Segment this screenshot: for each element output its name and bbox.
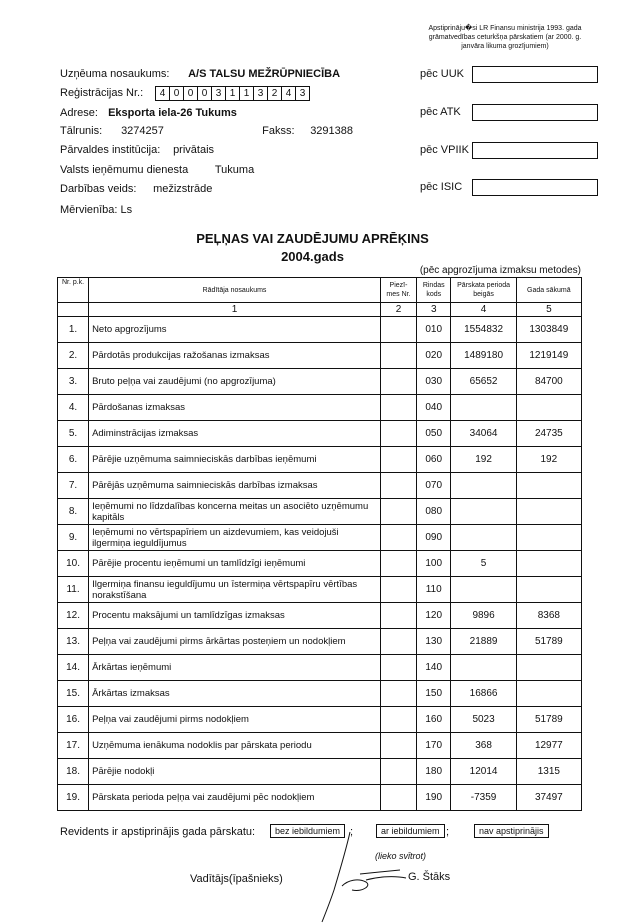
reg-digit: 2 <box>268 87 282 100</box>
table-index-row <box>58 303 582 317</box>
row-code: 020 <box>416 343 450 369</box>
activity-value: mežizstrāde <box>153 183 213 195</box>
row-code: 010 <box>416 317 450 343</box>
row-year-start: 1303849 <box>516 317 581 343</box>
row-notes <box>381 655 417 681</box>
table-row <box>58 629 582 655</box>
row-year-start: 192 <box>516 447 581 473</box>
table-row <box>58 551 582 577</box>
row-code: 080 <box>416 499 450 525</box>
row-notes <box>381 629 417 655</box>
row-period-end: 12014 <box>451 759 516 785</box>
row-name: Ilgermiņa finansu ieguldījumu un īstermiņa vērtspapīru vērtības norakstīšana <box>89 577 381 603</box>
row-name: Pārējie uzņēmuma saimnieciskās darbības ieņēmumi <box>89 447 381 473</box>
row-name: Ieņēmumi no līdzdalības koncerna meitas un asociēto uzņēmumu kapitāls <box>89 499 381 525</box>
activity-row <box>60 183 212 195</box>
code-label-atk: pēc ATK <box>420 106 461 118</box>
row-year-start: 51789 <box>516 707 581 733</box>
row-code: 090 <box>416 525 450 551</box>
row-name: Adiminstrācijas izmaksas <box>89 421 381 447</box>
row-code: 030 <box>416 369 450 395</box>
code-box-uuk[interactable] <box>472 66 598 83</box>
reg-digit: 4 <box>156 87 170 100</box>
row-period-end <box>451 577 516 603</box>
row-code: 070 <box>416 473 450 499</box>
row-code: 050 <box>416 421 450 447</box>
row-period-end: 9896 <box>451 603 516 629</box>
row-number: 8. <box>58 499 89 525</box>
row-notes <box>381 317 417 343</box>
row-name: Uzņēmuma ienākuma nodoklis par pārskata periodu <box>89 733 381 759</box>
activity-label: Darbības veids: <box>60 183 137 195</box>
row-year-start: 1315 <box>516 759 581 785</box>
table-row <box>58 577 582 603</box>
table-row <box>58 525 582 551</box>
code-box-isic[interactable] <box>472 179 598 196</box>
row-number: 19. <box>58 785 89 811</box>
header-year-start: Gada sākumā <box>516 278 581 303</box>
table-row <box>58 317 582 343</box>
row-year-start: 84700 <box>516 369 581 395</box>
auditor-label: Revidents ir apstiprinājis gada pārskatu: <box>60 826 256 838</box>
row-notes <box>381 707 417 733</box>
table-row <box>58 395 582 421</box>
row-number: 16. <box>58 707 89 733</box>
row-code: 060 <box>416 447 450 473</box>
table-row <box>58 447 582 473</box>
institution-row <box>60 144 214 156</box>
phone-row <box>60 125 353 137</box>
reg-digit: 0 <box>184 87 198 100</box>
code-label-isic: pēc ISIC <box>420 181 463 193</box>
method-note: (pēc apgrozījuma izmaksu metodes) <box>419 265 581 276</box>
row-period-end: 5 <box>451 551 516 577</box>
row-period-end <box>451 499 516 525</box>
row-year-start <box>516 551 581 577</box>
row-number: 7. <box>58 473 89 499</box>
table-row <box>58 421 582 447</box>
institution-label: Pārvaldes institūcija: <box>60 144 161 156</box>
row-number: 3. <box>58 369 89 395</box>
row-period-end: 5023 <box>451 707 516 733</box>
table-row <box>58 759 582 785</box>
row-notes <box>381 759 417 785</box>
row-name: Pārējie nodokļi <box>89 759 381 785</box>
row-period-end: 368 <box>451 733 516 759</box>
option-no-objections[interactable]: bez iebildumiem <box>270 824 345 838</box>
approval-line: Apstiprināju�si LR Finansu ministrija 1993. gada <box>428 25 582 32</box>
row-code: 180 <box>416 759 450 785</box>
row-notes <box>381 499 417 525</box>
reg-digit: 1 <box>240 87 254 100</box>
fax-label: Fakss: <box>262 125 295 137</box>
row-number: 17. <box>58 733 89 759</box>
row-name: Bruto peļņa vai zaudējumi (no apgrozījuma) <box>89 369 381 395</box>
row-period-end: 192 <box>451 447 516 473</box>
index-cell: 5 <box>516 303 581 317</box>
approval-line: grāmatvedības ceturkšņa pārskatiem (ar 2000. g. <box>428 34 582 41</box>
address-row <box>60 107 237 119</box>
row-number: 18. <box>58 759 89 785</box>
row-name: Ārkārtas izmaksas <box>89 681 381 707</box>
unit-label: Mērvienība: Ls <box>60 204 133 216</box>
row-code: 140 <box>416 655 450 681</box>
row-name: Pārdotās produkcijas ražošanas izmaksas <box>89 343 381 369</box>
row-number: 12. <box>58 603 89 629</box>
row-year-start: 1219149 <box>516 343 581 369</box>
table-row <box>58 473 582 499</box>
row-number: 15. <box>58 681 89 707</box>
row-period-end <box>451 395 516 421</box>
table-row <box>58 499 582 525</box>
reg-digit: 4 <box>282 87 296 100</box>
table-row <box>58 733 582 759</box>
row-number: 10. <box>58 551 89 577</box>
row-code: 150 <box>416 681 450 707</box>
row-number: 13. <box>58 629 89 655</box>
row-period-end: 16866 <box>451 681 516 707</box>
table-body <box>58 317 582 811</box>
row-number: 4. <box>58 395 89 421</box>
row-number: 2. <box>58 343 89 369</box>
row-name: Peļņa vai zaudējumi pirms ārkārtas posteņiem un nodokļiem <box>89 629 381 655</box>
table-row <box>58 655 582 681</box>
strike-note: (lieko svītrot) <box>375 851 427 861</box>
index-cell: 1 <box>89 303 381 317</box>
row-name: Pārējie procentu ieņēmumi un tamlīdzīgi ieņēmumi <box>89 551 381 577</box>
head-label: Vadītājs(īpašnieks) <box>190 873 283 885</box>
table-row <box>58 603 582 629</box>
row-number: 6. <box>58 447 89 473</box>
table-row <box>58 343 582 369</box>
row-year-start <box>516 681 581 707</box>
row-year-start <box>516 473 581 499</box>
row-notes <box>381 681 417 707</box>
table-row <box>58 785 582 811</box>
company-name: A/S TALSU MEŽRŪPNIECĪBA <box>188 68 341 80</box>
separator: ; <box>446 826 450 838</box>
row-code: 170 <box>416 733 450 759</box>
row-year-start <box>516 499 581 525</box>
row-notes <box>381 447 417 473</box>
header-name: Rādītāja nosaukums <box>89 278 381 303</box>
address-value: Eksporta iela-26 Tukums <box>108 107 237 119</box>
reg-digit: 3 <box>212 87 226 100</box>
index-empty <box>58 303 89 317</box>
signer-name: G. Štāks <box>408 871 451 883</box>
row-code: 120 <box>416 603 450 629</box>
row-number: 11. <box>58 577 89 603</box>
row-code: 130 <box>416 629 450 655</box>
row-year-start: 24735 <box>516 421 581 447</box>
reg-digit: 0 <box>170 87 184 100</box>
table-row <box>58 707 582 733</box>
row-notes <box>381 785 417 811</box>
unit-row <box>60 204 132 216</box>
fax-value: 3291388 <box>310 125 354 137</box>
header-period-end: Pārskata perioda beigās <box>451 278 516 303</box>
code-box-atk[interactable] <box>472 104 598 121</box>
row-year-start: 37497 <box>516 785 581 811</box>
row-code: 040 <box>416 395 450 421</box>
row-number: 14. <box>58 655 89 681</box>
reg-digit: 1 <box>226 87 240 100</box>
row-name: Ārkārtas ieņēmumi <box>89 655 381 681</box>
row-name: Pārējās uzņēmuma saimnieciskās darbības izmaksas <box>89 473 381 499</box>
row-name: Peļņa vai zaudējumi pirms nodokļiem <box>89 707 381 733</box>
address-label: Adrese: <box>60 107 98 119</box>
index-cell: 3 <box>416 303 450 317</box>
row-notes <box>381 473 417 499</box>
phone-label: Tālrunis: <box>60 125 103 137</box>
row-year-start: 8368 <box>516 603 581 629</box>
row-name: Pārskata perioda peļņa vai zaudējumi pēc nodokļiem <box>89 785 381 811</box>
row-code: 160 <box>416 707 450 733</box>
row-code: 190 <box>416 785 450 811</box>
row-period-end <box>451 473 516 499</box>
header-code: Rindas kods <box>416 278 450 303</box>
reg-row <box>60 86 310 101</box>
row-notes <box>381 343 417 369</box>
row-notes <box>381 369 417 395</box>
reg-digit: 3 <box>254 87 268 100</box>
tax-office-row <box>60 164 254 176</box>
tax-office-value: Tukuma <box>214 164 255 176</box>
code-label-vpiik: pēc VPIIK <box>420 144 469 156</box>
row-year-start <box>516 655 581 681</box>
row-year-start: 51789 <box>516 629 581 655</box>
row-period-end: 1554832 <box>451 317 516 343</box>
row-period-end <box>451 525 516 551</box>
row-code: 110 <box>416 577 450 603</box>
row-year-start <box>516 525 581 551</box>
row-number: 5. <box>58 421 89 447</box>
report-title: PEĻŅAS VAI ZAUDĒJUMU APRĒĶINS <box>196 231 429 246</box>
approval-line: janvāra likuma grozījumiem) <box>461 43 549 50</box>
row-number: 9. <box>58 525 89 551</box>
row-code: 100 <box>416 551 450 577</box>
row-notes <box>381 551 417 577</box>
row-notes <box>381 733 417 759</box>
table-row <box>58 369 582 395</box>
approval-note <box>425 24 585 51</box>
reg-number-box <box>155 86 310 101</box>
row-name: Ieņēmumi no vērtspapīriem un aizdevumiem, kas veidojuši ilgermiņa ieguldījumus <box>89 525 381 551</box>
table-header-row <box>58 278 582 303</box>
row-year-start <box>516 395 581 421</box>
row-period-end: 1489180 <box>451 343 516 369</box>
reg-label: Reģistrācijas Nr.: <box>60 87 144 100</box>
option-not-approved[interactable]: nav apstiprinājis <box>474 824 549 838</box>
company-name-label: Uzņēuma nosaukums: <box>60 68 170 80</box>
phone-value: 3274257 <box>121 125 164 137</box>
row-name: Neto apgrozījums <box>89 317 381 343</box>
row-notes <box>381 603 417 629</box>
row-number: 1. <box>58 317 89 343</box>
row-period-end: 21889 <box>451 629 516 655</box>
row-year-start <box>516 577 581 603</box>
index-cell: 4 <box>451 303 516 317</box>
row-notes <box>381 577 417 603</box>
row-period-end: 65652 <box>451 369 516 395</box>
row-name: Procentu maksājumi un tamlīdzīgas izmaksas <box>89 603 381 629</box>
reg-digit: 3 <box>299 88 306 99</box>
row-year-start: 12977 <box>516 733 581 759</box>
row-period-end <box>451 655 516 681</box>
income-statement-table <box>57 277 582 811</box>
handwritten-signature <box>300 830 410 924</box>
row-period-end: -7359 <box>451 785 516 811</box>
row-notes <box>381 421 417 447</box>
row-name: Pārdošanas izmaksas <box>89 395 381 421</box>
row-notes <box>381 395 417 421</box>
row-notes <box>381 525 417 551</box>
code-box-vpiik[interactable] <box>472 142 598 159</box>
report-year: 2004.gads <box>281 249 344 264</box>
reg-digit: 0 <box>198 87 212 100</box>
table-row <box>58 681 582 707</box>
option-with-objections[interactable]: ar iebildumiem <box>376 824 445 838</box>
code-label-uuk: pēc UUK <box>420 68 465 80</box>
company-name-row <box>60 68 340 80</box>
index-cell: 2 <box>381 303 417 317</box>
row-period-end: 34064 <box>451 421 516 447</box>
header-nr: Nr. p.k. <box>58 278 89 303</box>
separator: ; <box>350 826 354 838</box>
tax-office-label: Valsts ieņēmumu dienesta <box>60 164 189 176</box>
institution-value: privātais <box>173 144 215 156</box>
header-notes: Piezī-mes Nr. <box>381 278 417 303</box>
